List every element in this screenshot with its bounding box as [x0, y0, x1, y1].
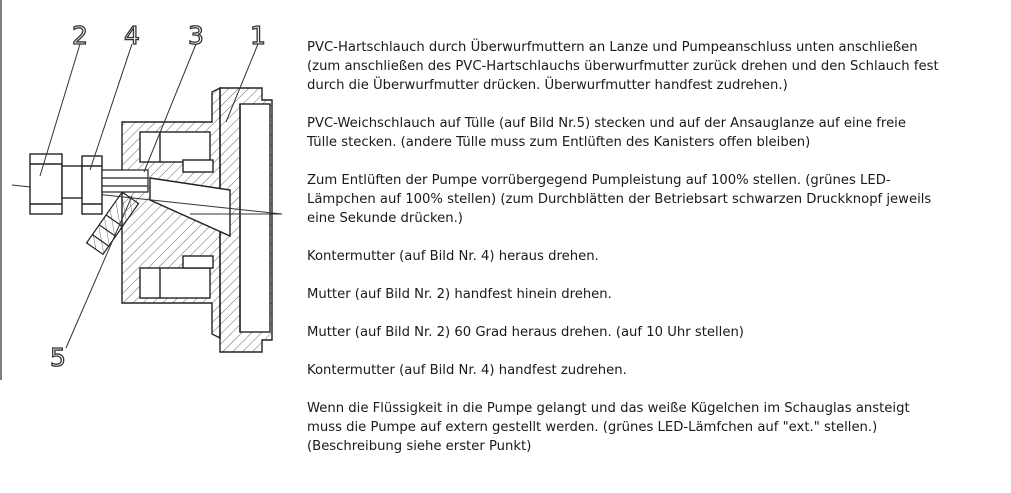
pump-technical-drawing [0, 0, 300, 380]
instruction-paragraph: PVC-Hartschlauch durch Überwurfmuttern an Lanze und Pumpeanschluss unten anschließen (zum anschließen des PVC-Hartschlauchs überwurfmutter zurück drehen und den Schlauch fest durch die Überwurfmutter drücken. Überwurfmutter handfest zudrehen.) [307, 40, 939, 93]
nut-part-2 [30, 154, 82, 214]
part-label-4: 4 [124, 21, 140, 50]
part-label-2: 2 [72, 21, 88, 50]
instruction-paragraph: Mutter (auf Bild Nr. 2) 60 Grad heraus drehen. (auf 10 Uhr stellen) [307, 325, 744, 340]
pump-housing [122, 88, 272, 352]
instruction-paragraph: Wenn die Flüssigkeit in die Pumpe gelangt und das weiße Kügelchen im Schauglas ansteigt muss die Pumpe auf extern gestellt werden. (grünes LED-Lämfchen auf "ext." stellen.) (Beschreibung siehe erster Punkt) [307, 401, 910, 454]
part-label-5: 5 [50, 343, 66, 372]
instruction-paragraph: Mutter (auf Bild Nr. 2) handfest hinein drehen. [307, 287, 612, 302]
screw-part-3 [102, 170, 148, 192]
part-label-1: 1 [250, 21, 266, 50]
instruction-paragraph: Kontermutter (auf Bild Nr. 4) handfest zudrehen. [307, 363, 627, 378]
instruction-paragraph: PVC-Weichschlauch auf Tülle (auf Bild Nr.5) stecken und auf der Ansauglanze auf eine freie Tülle stecken. (andere Tülle muss zum Entlüften des Kanisters offen bleiben) [307, 116, 906, 150]
instruction-list [307, 38, 997, 456]
instruction-paragraph: Kontermutter (auf Bild Nr. 4) heraus drehen. [307, 249, 599, 264]
part-label-3: 3 [188, 21, 204, 50]
instruction-paragraph: Zum Entlüften der Pumpe vorrübergegend Pumpleistung auf 100% stellen. (grünes LED- Lämpchen auf 100% stellen) (zum Durchblätten der Betriebsart schwarzen Druckknopf jeweils eine Sekunde drücken.) [307, 173, 932, 226]
